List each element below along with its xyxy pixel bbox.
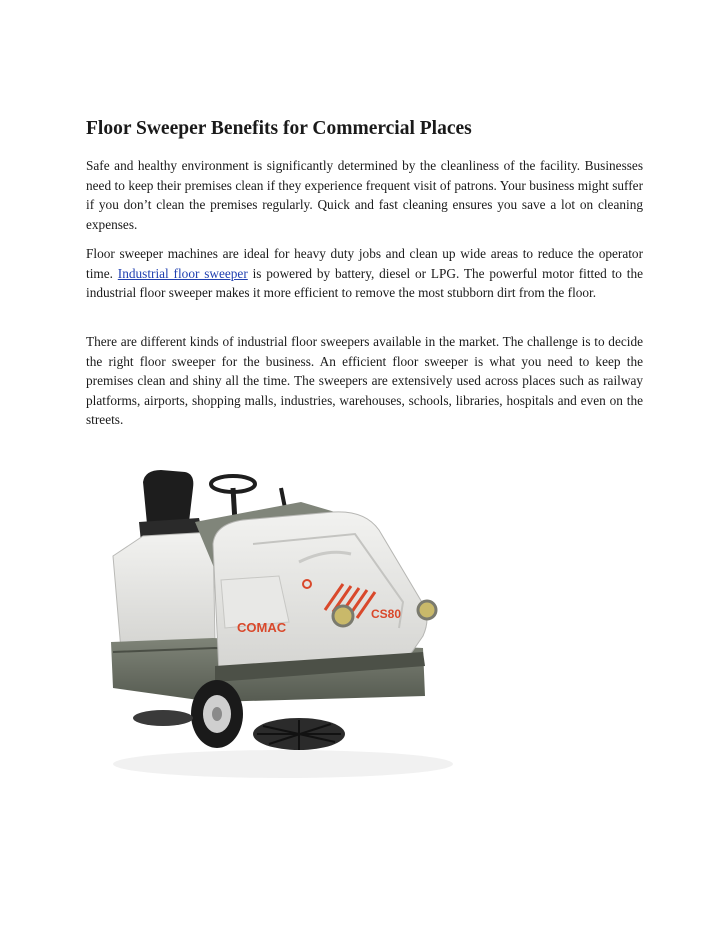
rear-body-panel [113, 532, 215, 650]
floor-sweeper-image [103, 452, 463, 792]
paragraph-machines [86, 244, 643, 303]
rear-brush [133, 710, 193, 726]
operator-seat [139, 470, 203, 542]
paragraph-intro: Safe and healthy environment is significantly determined by the cleanliness of the facility. Businesses need to keep their premises clean if they experience frequent visit of patrons. Your business might suffer if you don’t clean the premises regularly. Quick and fast cleaning ensures you save a lot on cleaning expenses. [86, 158, 643, 232]
brand-logo-text: COMAC [237, 620, 287, 635]
document-title: Floor Sweeper Benefits for Commercial Places [86, 118, 472, 139]
floor-shadow [113, 750, 453, 778]
model-label: CS80 [371, 607, 402, 621]
paragraph-machines-text-end: is powered by battery, diesel or LPG. The powerful motor fitted to the industrial floor sweeper makes it more efficient to remove the most stubborn dirt from the floor. [86, 265, 644, 301]
paragraph-kinds: There are different kinds of industrial floor sweepers available in the market. The challenge is to decide the right floor sweeper for the business. An efficient floor sweeper is what you need to keep the premises clean and shiny all the time. The sweepers are extensively used across places such as railway platforms, airports, shopping malls, industries, warehouses, schools, libraries, hospitals and even on the streets. [86, 334, 643, 428]
rear-handle [281, 488, 285, 508]
rear-wheel [191, 680, 243, 748]
side-brush [253, 718, 345, 750]
paragraph-machines-text-start: Floor sweeper machines are ideal for heavy duty jobs and clean up wide areas to reduce the operator time. [86, 246, 643, 281]
industrial-floor-sweeper-link[interactable]: Industrial floor sweeper [117, 265, 248, 281]
front-hood [213, 512, 427, 674]
